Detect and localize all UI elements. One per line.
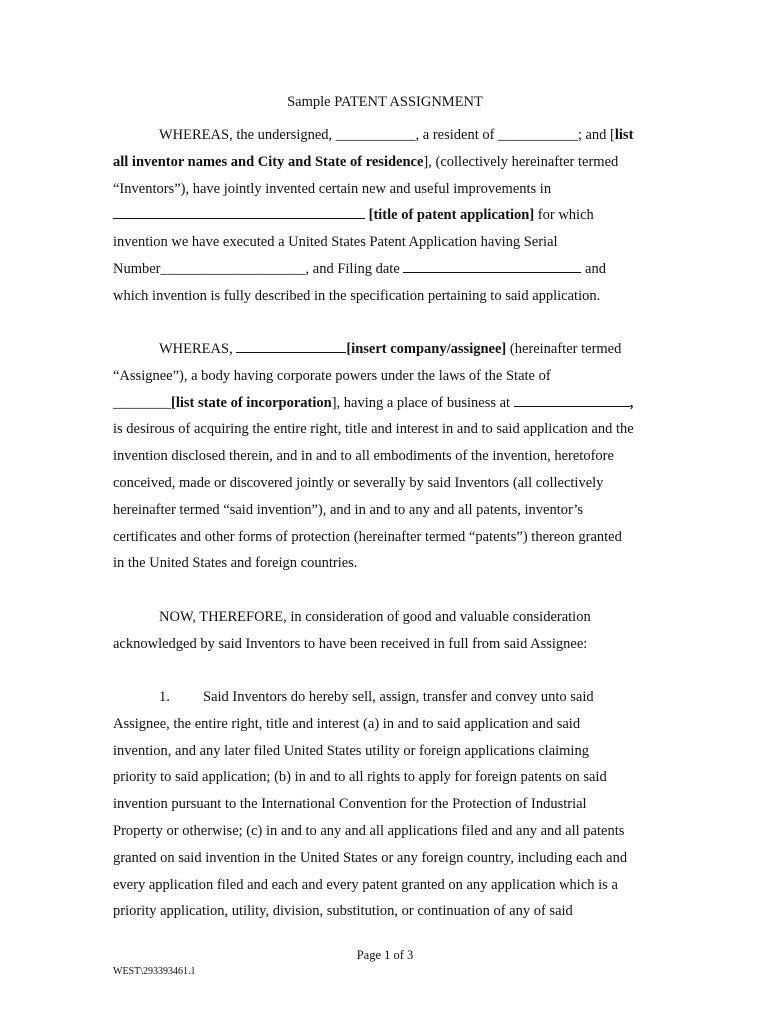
text-line: all inventor names and City and State of residence], (collectively hereinafter termed xyxy=(113,153,619,170)
text-line: Property or otherwise; (c) in and to any and all applications filed and any and all patents xyxy=(113,822,625,839)
text-line: ________[list state of incorporation], having a place of business at , xyxy=(113,390,658,417)
assignee-blank xyxy=(236,338,346,353)
text-line: every application filed and each and every patent granted on any application which is a xyxy=(113,876,618,893)
title-blank xyxy=(113,204,365,219)
text-line: granted on said invention in the United States or any foreign country, including each and xyxy=(113,849,628,866)
text-line: in the United States and foreign countries. xyxy=(113,555,358,572)
text-line: conceived, made or discovered jointly or severally by said Inventors (all collectively xyxy=(113,474,604,491)
filing-date-blank xyxy=(403,258,581,273)
paragraph-whereas-assignee xyxy=(113,336,658,577)
text-line: priority to said application; (b) in and to all rights to apply for foreign patents on said xyxy=(113,769,607,786)
text-line: “Assignee”), a body having corporate powers under the laws of the State of xyxy=(113,367,551,384)
text-line: WHEREAS, the undersigned, ___________, a resident of ___________; and [list xyxy=(159,127,634,143)
place-of-business-blank xyxy=(514,392,630,407)
text-line: which invention is fully described in the specification pertaining to said application. xyxy=(113,287,601,304)
clause-number: 1. xyxy=(159,689,170,705)
text-line: invention, and any later filed United States utility or foreign applications claiming xyxy=(113,742,589,759)
text-line: invention pursuant to the International Convention for the Protection of Industrial xyxy=(113,796,587,813)
document-id: WEST\293393461.1 xyxy=(113,966,196,977)
document-title: Sample PATENT ASSIGNMENT xyxy=(287,94,483,110)
numbered-clause-1 xyxy=(113,684,658,925)
text-line: WHEREAS, [insert company/assignee] (hereinafter termed xyxy=(113,336,658,363)
text-line: 1. Said Inventors do hereby sell, assign, transfer and convey unto said xyxy=(113,684,658,711)
text-line: hereinafter termed “said invention”), and in and to any and all patents, inventor’s xyxy=(113,501,584,518)
text-line: priority application, utility, division, substitution, or continuation of any of said xyxy=(113,903,573,920)
text-line: NOW, THEREFORE, in consideration of good and valuable consideration xyxy=(159,609,591,625)
text-line: “Inventors”), have jointly invented certain new and useful improvements in xyxy=(113,180,552,197)
text-line: acknowledged by said Inventors to have been received in full from said Assignee: xyxy=(113,635,588,652)
text-line: [title of patent application] for which xyxy=(113,202,658,229)
text-line: Assignee, the entire right, title and interest (a) in and to said application and said xyxy=(113,715,581,732)
paragraph-whereas-inventors xyxy=(113,122,658,310)
text-line: certificates and other forms of protection (hereinafter termed “patents”) thereon granted xyxy=(113,528,622,545)
page-number: Page 1 of 3 xyxy=(356,948,414,962)
text-line: Number____________________, and Filing date and xyxy=(113,256,658,283)
paragraph-now-therefore xyxy=(113,604,658,658)
text-line: invention disclosed therein, and in and to all embodiments of the invention, heretofore xyxy=(113,448,614,465)
text-line: is desirous of acquiring the entire right, title and interest in and to said application and the xyxy=(113,421,634,438)
text-line: invention we have executed a United States Patent Application having Serial xyxy=(113,234,558,251)
